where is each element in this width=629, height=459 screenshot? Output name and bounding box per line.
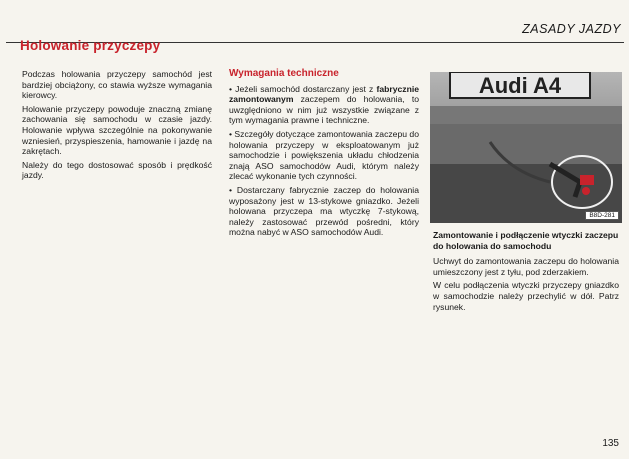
column-requirements — [229, 69, 419, 241]
intro-paragraph: Należy do tego dostosować sposób i prędkość jazdy. — [22, 159, 212, 181]
page-number: 135 — [602, 438, 619, 449]
towbar-photo — [430, 72, 622, 223]
intro-paragraph: Holowanie przyczepy powoduje znaczną zmianę zachowania się samochodu w czasie jazdy. Holowanie wpływa szczególnie na pokonywanie wzniesień, przyspieszenia, hamowanie i jazdę na zakrętach. — [22, 103, 212, 157]
bullet-text: zaczepem do holowania, to uwzględniono w nim już wszystkie związane z tym wymagania prawne i techniczne. — [229, 94, 419, 126]
column-figure-text — [433, 230, 619, 315]
requirement-bullet: • Dostarczany fabrycznie zaczep do holowania wyposażony jest w 13-stykowe gniazdko. Jeżeli holowana przyczepa ma wtyczkę 7-stykową, należy zastosować przewód pośredni, który można nabyć w ASO samochodów Audi. — [229, 184, 419, 238]
bullet-text: • Jeżeli samochód dostarczany jest z — [229, 83, 377, 94]
figure-caption: Zamontowanie i podłączenie wtyczki zaczepu do holowania do samochodu — [433, 230, 619, 251]
figure-id-label: B8D-281 — [585, 211, 619, 220]
requirements-heading: Wymagania techniczne — [229, 68, 339, 79]
figure-paragraph: W celu podłączenia wtyczki przyczepy gniazdko w samochodzie należy przechylić w dół. Patrz rysunek. — [433, 280, 619, 312]
section-title: Holowanie przyczepy — [20, 38, 161, 53]
requirement-bullet: • Szczegóły dotyczące zamontowania zaczepu do holowania przyczepy w eksploatowanym już samochodzie i powiększenia układu chłodzenia znają ASO samochodów Audi, którym należy zlecać wykonanie tych czynności. — [229, 128, 419, 182]
column-intro — [22, 69, 212, 184]
towbar-photo-illustration — [430, 72, 622, 223]
bullet-emphasis: fabrycznie zamontowanym — [229, 83, 419, 105]
license-plate-text: Audi A4 — [478, 73, 562, 98]
running-header: ZASADY JAZDY — [522, 22, 621, 36]
figure-paragraph: Uchwyt do zamontowania zaczepu do holowania umieszczony jest z tyłu, pod zderzakiem. — [433, 256, 619, 277]
requirement-bullet — [229, 84, 419, 126]
intro-paragraph: Podczas holowania przyczepy samochód jest bardziej obciążony, co stawia wyższe wymagania kierowcy. — [22, 69, 212, 101]
